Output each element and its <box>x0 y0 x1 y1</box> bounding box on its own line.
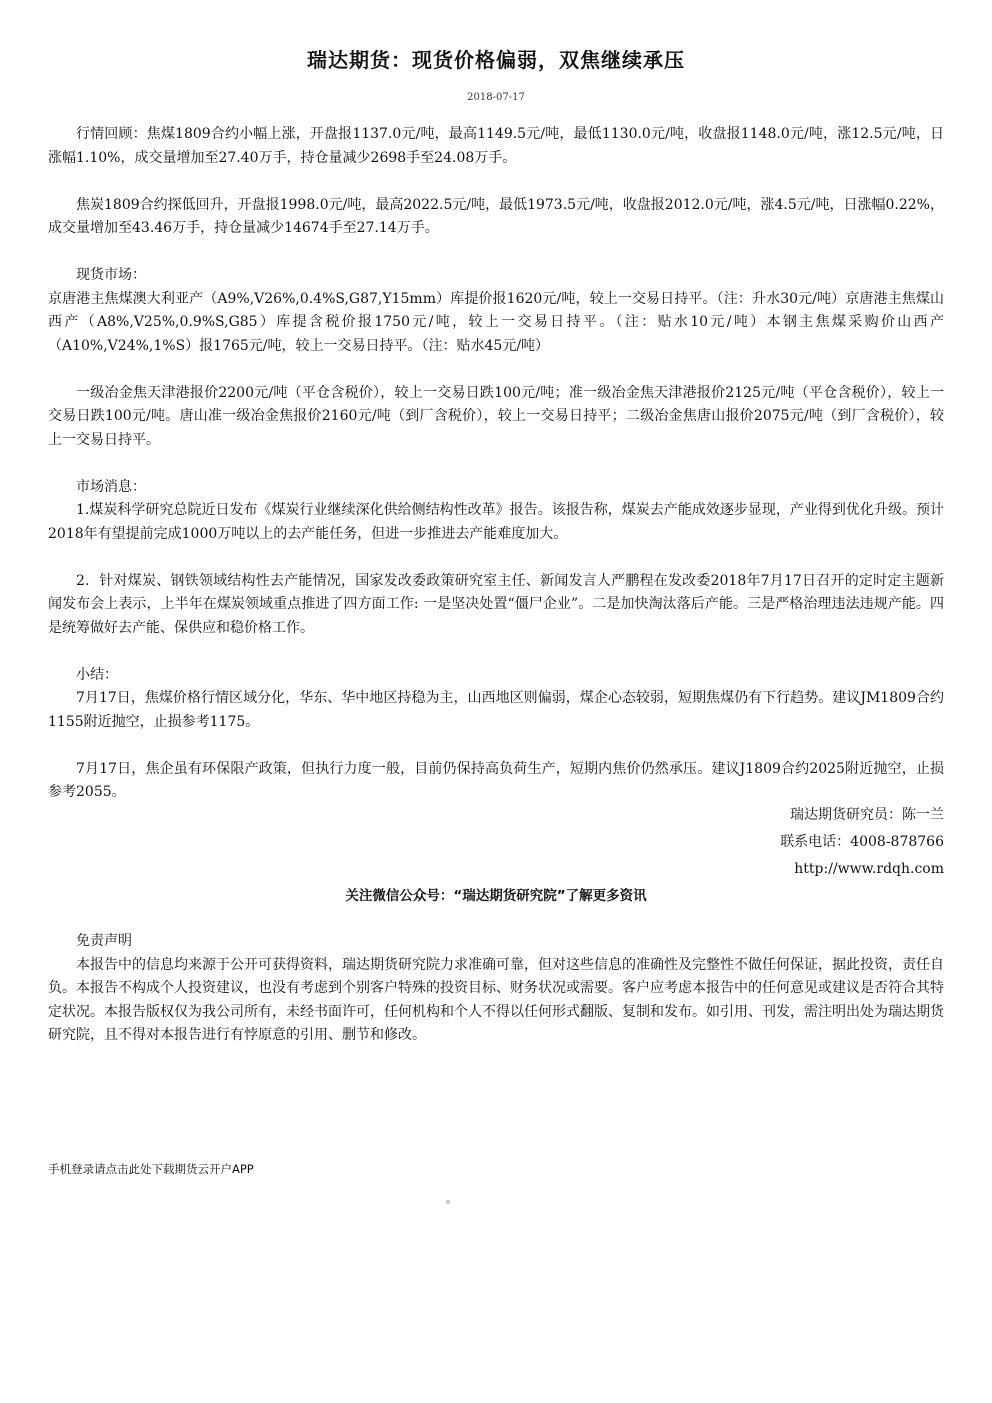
disclaimer-text: 本报告中的信息均来源于公开可获得资料，瑞达期货研究院力求准确可靠，但对这些信息的准确性及完整性不做任何保证，据此投资，责任自负。本报告不构成个人投资建议，也没有考虑到个别客户特殊的投资目标、财务状况或需要。客户应考虑本报告中的任何意见或建议是否符合其特定状况。本报告版权仅为我公司所有，未经书面许可，任何机构和个人不得以任何形式翻版、复制和发布。如引用、刊发，需注明出处为瑞达期货研究院，且不得对本报告进行有悖原意的引用、删节和修改。 <box>48 956 944 1043</box>
review-coal-paragraph: 行情回顾：焦煤1809合约小幅上涨，开盘报1137.0元/吨，最高1149.5元/吨，最低1130.0元/吨，收盘报1148.0元/吨，涨12.5元/吨，日涨幅1.10%，成交量增加至27.40万手，持仓量减少2698手至24.08万手。 <box>48 126 944 166</box>
spot-coke-paragraph: 一级冶金焦天津港报价2200元/吨（平仓含税价），较上一交易日跌100元/吨；准一级冶金焦天津港报价2125元/吨（平仓含税价），较上一交易日跌100元/吨。唐山准一级冶金焦报价2160元/吨（到厂含税价），较上一交易日持平；二级冶金焦唐山报价2075元/吨（到厂含税价），较上一交易日持平。 <box>48 384 944 448</box>
summary-coke-paragraph: 7月17日，焦企虽有环保限产政策，但执行力度一般，目前仍保持高负荷生产，短期内焦价仍然承压。建议J1809合约2025附近抛空，止损参考2055。 <box>48 760 944 800</box>
spot-coal-paragraph: 京唐港主焦煤澳大利亚产（A9%,V26%,0.4%S,G87,Y15mm）库提价报1620元/吨，较上一交易日持平。（注：升水30元/吨）京唐港主焦煤山西产（A8%,V25%,0.9%S,G85）库提含税价报1750元/吨，较上一交易日持平。（注：贴水10元/吨）本钢主焦煤采购价山西产（A10%,V24%,1%S）报1765元/吨，较上一交易日持平。（注：贴水45元/吨） <box>48 290 944 354</box>
review-coke-paragraph: 焦炭1809合约探低回升，开盘报1998.0元/吨，最高2022.5元/吨，最低1973.5元/吨，收盘报2012.0元/吨，涨4.5元/吨，日涨幅0.22%，成交量增加至43.46万手，持仓量减少14674手至27.14万手。 <box>48 196 944 236</box>
app-download-link[interactable]: 手机登录请点击此处下载期货云开户APP <box>48 1162 254 1176</box>
signature-block <box>780 802 944 883</box>
report-body <box>48 123 944 805</box>
contact-phone: 联系电话：4008-878766 <box>780 834 944 850</box>
researcher-name: 瑞达期货研究员：陈一兰 <box>790 807 944 823</box>
news-item-2: 2．针对煤炭、钢铁领域结构性去产能情况，国家发改委政策研究室主任、新闻发言人严鹏程在发改委2018年7月17日召开的定时定主题新闻发布会上表示，上半年在煤炭领域重点推进了四方面工作: 一是坚决处置“僵尸企业”。二是加快淘汰落后产能。三是严格治理违法违规产能。四是统筹做好去产能、保供应和稳价格工作。 <box>48 572 944 636</box>
wechat-follow-notice: 关注微信公众号：“瑞达期货研究院”了解更多资讯 <box>345 888 647 904</box>
page-title: 瑞达期货：现货价格偏弱，双焦继续承压 <box>307 48 685 72</box>
disclaimer-label: 免责声明 <box>76 933 132 949</box>
report-date: 2018-07-17 <box>467 92 525 103</box>
disclaimer-section <box>48 930 944 1048</box>
summary-label: 小结： <box>76 666 118 683</box>
summary-coal-paragraph: 7月17日，焦煤价格行情区域分化，华东、华中地区持稳为主，山西地区则偏弱，煤企心态较弱，短期焦煤仍有下行趋势。建议JM1809合约1155附近抛空，止损参考1175。 <box>48 690 944 730</box>
spot-market-label: 现货市场： <box>76 267 146 283</box>
website-link[interactable]: http://www.rdqh.com <box>794 861 944 877</box>
market-news-label: 市场消息： <box>76 478 146 495</box>
news-item-1: 1.煤炭科学研究总院近日发布《煤炭行业继续深化供给侧结构性改革》报告。该报告称，煤炭去产能成效逐步显现，产业得到优化升级。预计2018年有望提前完成1000万吨以上的去产能任务，但进一步推进去产能难度加大。 <box>48 502 944 542</box>
page-marker-dot <box>446 1200 450 1204</box>
